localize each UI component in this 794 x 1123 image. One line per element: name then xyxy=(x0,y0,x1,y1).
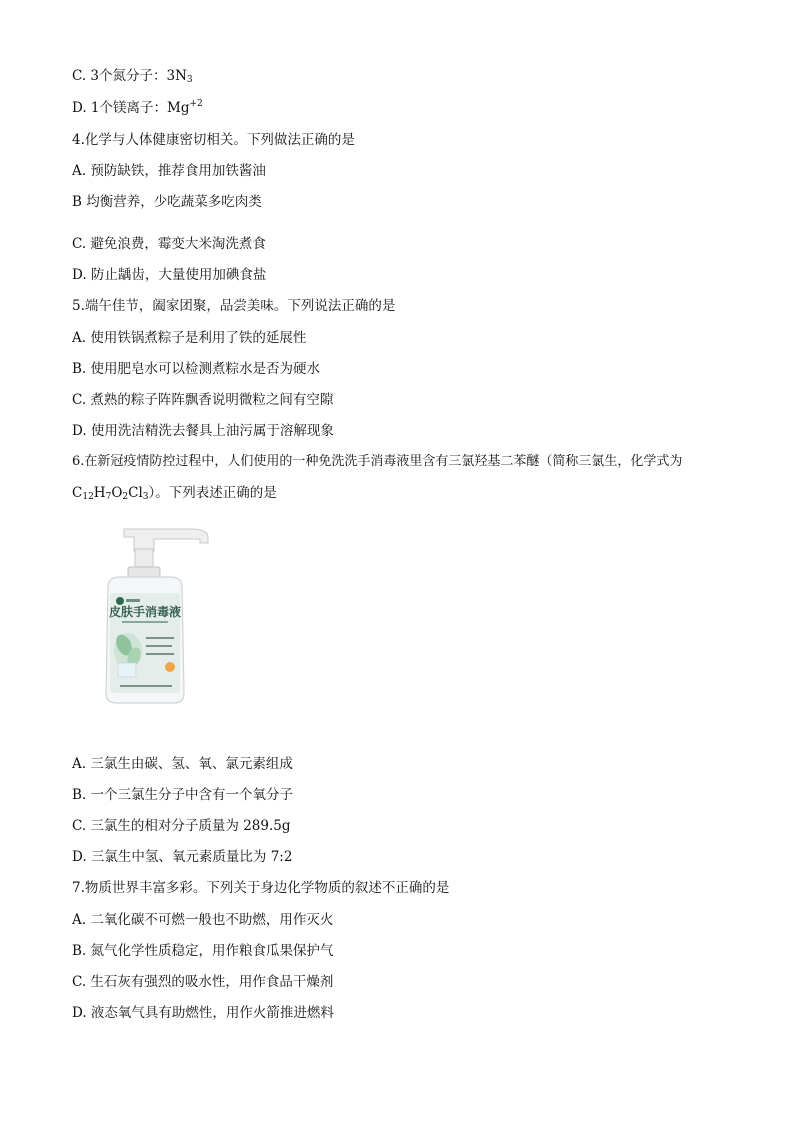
q4-option-d: D. 防止龋齿，大量使用加碘食盐 xyxy=(72,267,267,283)
q5-option-b: B. 使用肥皂水可以检测煮粽水是否为硬水 xyxy=(72,361,321,377)
formula-c: C xyxy=(72,485,83,501)
product-label-text: 皮肤手消毒液 xyxy=(108,605,182,619)
q7-option-c: C. 生石灰有强烈的吸水性，用作食品干燥剂 xyxy=(72,974,334,990)
option-c-nitrogen: C. 3个氮分子：$3N_3$ xyxy=(72,68,193,85)
q4-option-a: A. 预防缺铁，推荐食用加铁酱油 xyxy=(72,163,266,179)
q7-option-d: D. 液态氧气具有助燃性，用作火箭推进燃料 xyxy=(72,1005,334,1021)
question-6-line-1: 6.在新冠疫情防控过程中，人们使用的一种免洗洗手消毒液里含有三氯羟基二苯醚（简称三氯生，化学式为 xyxy=(72,454,683,469)
question-5: 5.端午佳节，阖家团聚，品尝美味。下列说法正确的是 xyxy=(72,298,396,314)
q6-option-c: C. 三氯生的相对分子质量为 289.5g xyxy=(72,818,291,834)
q7-option-a: A. 二氧化碳不可燃一般也不助燃，用作灭火 xyxy=(72,912,334,928)
q7-option-b: B. 氮气化学性质稳定，用作粮食瓜果保护气 xyxy=(72,943,334,959)
q5-option-a: A. 使用铁锅煮粽子是利用了铁的延展性 xyxy=(72,330,307,346)
question-6-line-2: $C_{12}H_7O_2Cl_3$）。下列表述正确的是 xyxy=(72,485,277,502)
q6-option-d: D. 三氯生中氢、氧元素质量比为 7:2 xyxy=(72,849,293,865)
option-d-magnesium: D. 1个镁离子：$Mg^{+2}$ xyxy=(72,99,203,116)
q4-option-b: B 均衡营养，少吃蔬菜多吃肉类 xyxy=(72,194,262,210)
q4-option-c: C. 避免浪费，霉变大米淘洗煮食 xyxy=(72,236,266,252)
question-7: 7.物质世界丰富多彩。下列关于身边化学物质的叙述不正确的是 xyxy=(72,880,450,896)
q5-option-d: D. 使用洗洁精洗去餐具上油污属于溶解现象 xyxy=(72,423,334,439)
q6-option-b: B. 一个三氯生分子中含有一个氧分子 xyxy=(72,787,294,803)
sanitizer-bottle-image xyxy=(88,515,218,710)
q6-option-a: A. 三氯生由碳、氢、氧、氯元素组成 xyxy=(72,756,293,772)
question-4: 4.化学与人体健康密切相关。下列做法正确的是 xyxy=(72,132,355,148)
q5-option-c: C. 煮熟的粽子阵阵飘香说明微粒之间有空隙 xyxy=(72,392,334,408)
